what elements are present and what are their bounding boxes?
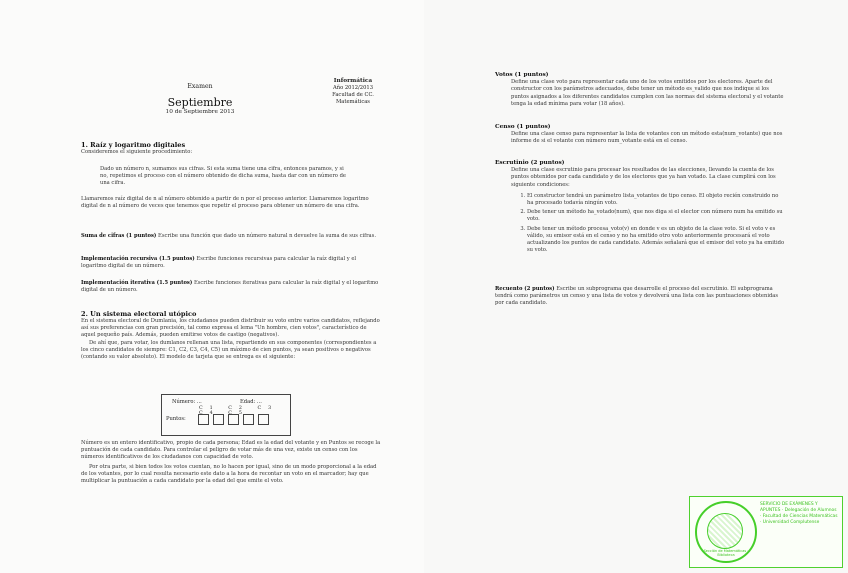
ballot-box xyxy=(213,414,224,425)
list-item: 2. Debe tener un método ha_votado(num), que nos diga si el elector con número num ha emitido su voto. xyxy=(527,209,785,223)
ballot-points-label: Puntos: xyxy=(166,416,186,422)
question-2 xyxy=(81,256,381,270)
question-1-text: Escribe una función que dado un número natural n devuelve la suma de sus cifras. xyxy=(158,233,376,239)
question-1 xyxy=(81,233,381,240)
faculty-2: Matemáticas xyxy=(336,99,370,105)
recuento-block xyxy=(495,286,785,308)
exam-date: 10 de Septiembre 2013 xyxy=(165,109,235,115)
subject: Informática xyxy=(333,78,373,84)
seal-emblem xyxy=(707,513,743,549)
escrutinio-title: Escrutinio (2 puntos) xyxy=(495,160,565,166)
ballot-candidates: C1 C2 C3 C4 C5 xyxy=(199,406,279,416)
course-year: Año 2012/2013 xyxy=(332,85,373,91)
exam-page-2 xyxy=(424,0,848,573)
recuento-title: Recuento (2 puntos) xyxy=(495,286,555,292)
ballot-boxes xyxy=(198,414,273,427)
section-2-p1: En el sistema electoral de Dumlania, los ciudadanos pueden distribuir su voto entre varios candidatos, reflejando así sus preferencias con gran precisión, tal como expresa el lema "Un hombre, cien votos", característico de aquel pequeño país. Además, pueden emitirse votos de castigo (negativos). xyxy=(81,318,380,339)
exam-header-right xyxy=(318,78,388,106)
section-1-intro: Consideremos el siguiente procedimiento: xyxy=(81,149,193,155)
question-3-title: Implementación iterativa (1.5 puntos) xyxy=(81,280,193,286)
list-item: 1. El constructor tendrá un parámetro lista_votantes de tipo censo. El objeto recién construido no ha procesado todavía ningún voto. xyxy=(527,193,785,207)
censo-text: Define una clase censo para representar la lista de votantes con un método esta(num_votante) que nos informe de si el votante con número num_votante está en el censo. xyxy=(511,131,783,145)
exam-header-left xyxy=(160,83,240,115)
section-2-p2: De ahí que, para votar, los dumlanos rellenan una lista, repartiendo en sus componentes (correspondientes a los cinco candidatos de siempre: C1, C2, C3, C4, C5) un máximo de cien puntos, ya sean positivos o negativos (contando su valor absoluto). El modelo de tarjeta que se entrega es el siguiente: xyxy=(81,339,377,361)
ballot-box xyxy=(243,414,254,425)
list-item: 3. Debe tener un método procesa_voto(v) en donde v es un objeto de la clase voto. Si el voto v es válido, su emisor está en el censo y no ha emitido otro voto anteriormente procesará el voto actualizando los puntos de cada candidato. Además señalará que el emisor del voto ya ha emitido su voto. xyxy=(527,226,785,255)
question-3-text: Escribe funciones iterativas para calcular la raíz digital y el logaritmo digital de un número. xyxy=(81,280,379,294)
seal-text: Sección de Matemáticas · Biblioteca xyxy=(703,549,749,557)
section-2-p3: Número es un entero identificativo, propio de cada persona; Edad es la edad del votante y en Puntos se recoge la puntuación de cada candidato. Para controlar el peligro de votar más de una vez, existe un censo con los números identificativos de los ciudadanos con capacidad de voto. xyxy=(81,440,381,461)
session-title: Septiembre xyxy=(167,96,233,109)
library-stamp xyxy=(689,496,843,568)
question-3 xyxy=(81,280,381,294)
procedure-quote: Dado un número n, sumamos sus cifras. Si esta suma tiene una cifra, entonces paramos, y si no, repetimos el proceso con el número obtenido de dicha suma, hasta dar con un número de una cifra. xyxy=(100,166,346,187)
section-2-title: 2. Un sistema electoral utópico xyxy=(81,310,197,318)
votos-block xyxy=(495,72,785,108)
question-2-text: Escribe funciones recursivas para calcular la raíz digital y el logaritmo digital de un número. xyxy=(81,256,357,270)
section-1 xyxy=(81,141,381,156)
definition-paragraph: Llamaremos raíz digital de n al número obtenido a partir de n por el proceso anterior. Llamaremos logaritmo digital de n al número de veces que tenemos que repetir el proceso para obtener un número de una cifra. xyxy=(81,196,369,210)
section-2-tail xyxy=(81,440,381,485)
ballot-number-field: Número: ... xyxy=(172,399,202,405)
ballot-box xyxy=(258,414,269,425)
exam-label: Examen xyxy=(187,83,213,90)
escrutinio-list xyxy=(515,193,785,255)
votos-text: Define una clase voto para representar cada uno de los votos emitidos por los electores. Aparte del constructor con los parámetros adecuados, debe tener un método es_valido que nos indique si los puntos asignados a los diferentes candidatos cumplen con las normas del sistema electoral y el votante tenga la edad mínima para votar (18 años). xyxy=(511,79,784,107)
censo-title: Censo (1 puntos) xyxy=(495,124,551,130)
stamp-text: SERVICIO DE EXÁMENES Y APUNTES · Delegación de Alumnos · Facultad de Ciencias Matemáticas · Universidad Complutense xyxy=(760,502,838,525)
question-2-title: Implementación recursiva (1.5 puntos) xyxy=(81,256,195,262)
recuento-text: Escribe un subprograma que desarrolle el proceso del escrutinio. El subprograma tendrá como parámetros un censo y una lista de votos y devolverá una lista con las puntuaciones obtenidas por cada candidato. xyxy=(495,286,779,307)
censo-block xyxy=(495,124,785,146)
ballot-box xyxy=(228,414,239,425)
ballot-card xyxy=(161,394,291,436)
section-2-p4: Por otra parte, si bien todos los votos cuentan, no lo hacen por igual, sino de un modo proporcional a la edad de los votantes, por lo cual resulta necesario este dato a la hora de recontar un voto en el marcador; hay que multiplicar la puntuación a cada candidato por la edad del que emite el voto. xyxy=(81,463,377,485)
faculty: Facultad de CC. xyxy=(332,92,374,98)
section-2 xyxy=(81,310,381,361)
escrutinio-text: Define una clase escrutinio para procesar los resultados de las elecciones, llevando la cuenta de los puntos obtenidos por cada candidato y de los electores que ya han votado. La clase cumplirá con los siguiente condiciones: xyxy=(511,167,776,188)
ballot-box xyxy=(198,414,209,425)
question-1-title: Suma de cifras (1 puntos) xyxy=(81,233,157,239)
votos-title: Votos (1 puntos) xyxy=(495,72,549,78)
escrutinio-block xyxy=(495,160,785,254)
section-1-title: 1. Raíz y logaritmo digitales xyxy=(81,141,186,149)
seal-icon xyxy=(695,501,757,563)
ballot-age-field: Edad: ... xyxy=(240,399,262,405)
